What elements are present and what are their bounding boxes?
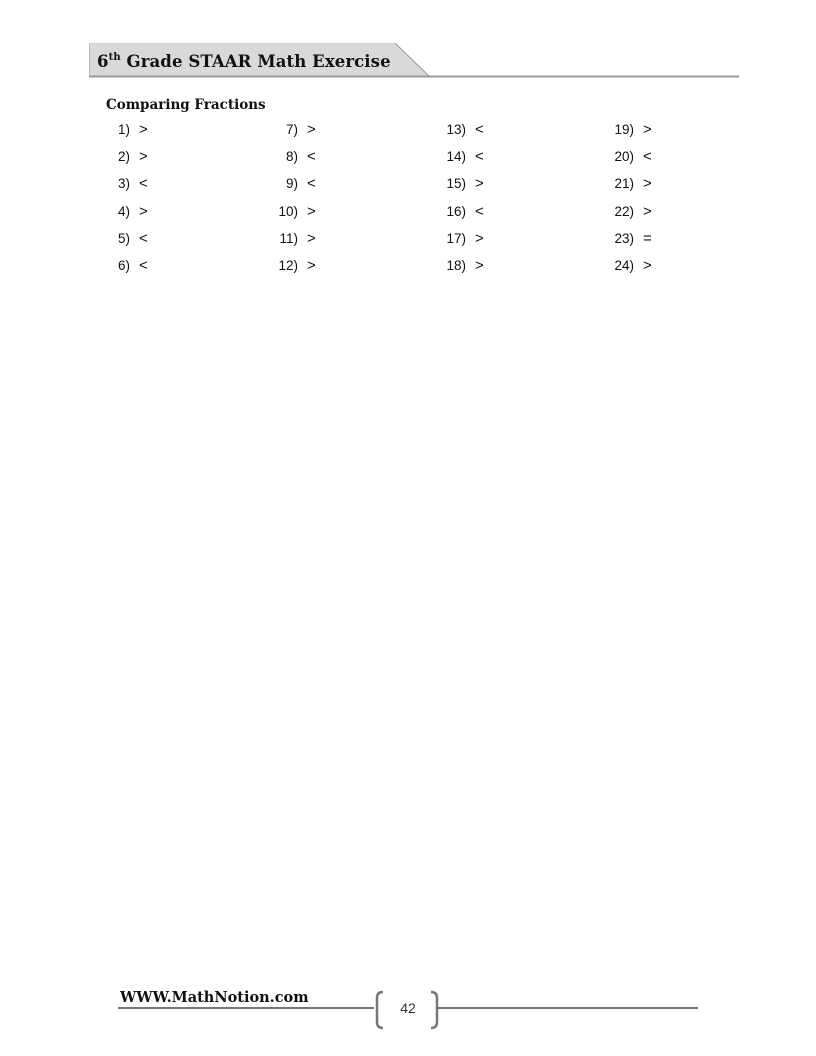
answer-symbol: < <box>307 148 316 166</box>
answer-symbol: < <box>139 229 148 247</box>
answer-number: 19) <box>614 122 634 137</box>
answer-number: 16) <box>446 203 466 219</box>
footer-website: WWW.MathNotion.com <box>120 989 309 1006</box>
answer-number: 14) <box>446 149 466 165</box>
section-title: Comparing Fractions <box>106 97 266 113</box>
answer-number: 2) <box>117 149 130 165</box>
answer-symbol: > <box>643 257 652 274</box>
answer-grid <box>106 122 726 292</box>
grade-number: 6 <box>97 52 109 71</box>
answer-number: 8) <box>285 149 298 165</box>
answer-symbol: > <box>475 229 484 247</box>
answer-symbol: > <box>307 257 316 274</box>
answer-number: 7) <box>285 122 298 137</box>
page-title <box>97 52 391 71</box>
answer-symbol: > <box>643 175 652 193</box>
answer-number: 3) <box>117 176 130 192</box>
answer-symbol: > <box>307 229 316 247</box>
page-header <box>89 43 739 79</box>
answer-symbol: > <box>475 257 484 274</box>
answer-symbol: > <box>139 202 148 220</box>
answer-number: 15) <box>446 176 466 192</box>
answer-symbol: < <box>475 202 484 220</box>
grade-superscript: th <box>108 51 121 63</box>
answer-symbol: = <box>643 229 652 247</box>
answer-symbol: < <box>475 121 484 138</box>
answer-number: 12) <box>278 258 298 273</box>
answer-number: 4) <box>117 203 130 219</box>
answer-number: 22) <box>614 203 634 219</box>
answer-symbol: < <box>475 148 484 166</box>
answer-number: 24) <box>614 258 634 273</box>
answer-number: 11) <box>279 230 298 246</box>
answer-number: 6) <box>117 258 130 273</box>
answer-number: 23) <box>614 230 634 246</box>
title-text: Grade STAAR Math Exercise <box>120 52 391 71</box>
answer-number: 5) <box>117 230 130 246</box>
answer-symbol: > <box>307 202 316 220</box>
answer-symbol: > <box>643 121 652 138</box>
answer-symbol: > <box>475 175 484 193</box>
answer-symbol: < <box>139 175 148 193</box>
answer-number: 13) <box>446 122 466 137</box>
page-number: 42 <box>400 1000 416 1016</box>
answer-symbol: > <box>307 121 316 138</box>
answer-symbol: > <box>643 202 652 220</box>
answer-number: 18) <box>446 258 466 273</box>
answer-number: 10) <box>278 203 298 219</box>
answer-number: 21) <box>614 176 634 192</box>
footer-divider-right <box>438 1007 698 1009</box>
answer-symbol: < <box>643 148 652 166</box>
answer-number: 9) <box>285 176 298 192</box>
answer-symbol: > <box>139 148 148 166</box>
answer-number: 1) <box>117 122 130 137</box>
answer-symbol: < <box>307 175 316 193</box>
answer-symbol: > <box>139 121 148 138</box>
answer-number: 17) <box>446 230 466 246</box>
answer-symbol: < <box>139 257 148 274</box>
answer-number: 20) <box>614 149 634 165</box>
footer-divider-left <box>118 1007 374 1009</box>
